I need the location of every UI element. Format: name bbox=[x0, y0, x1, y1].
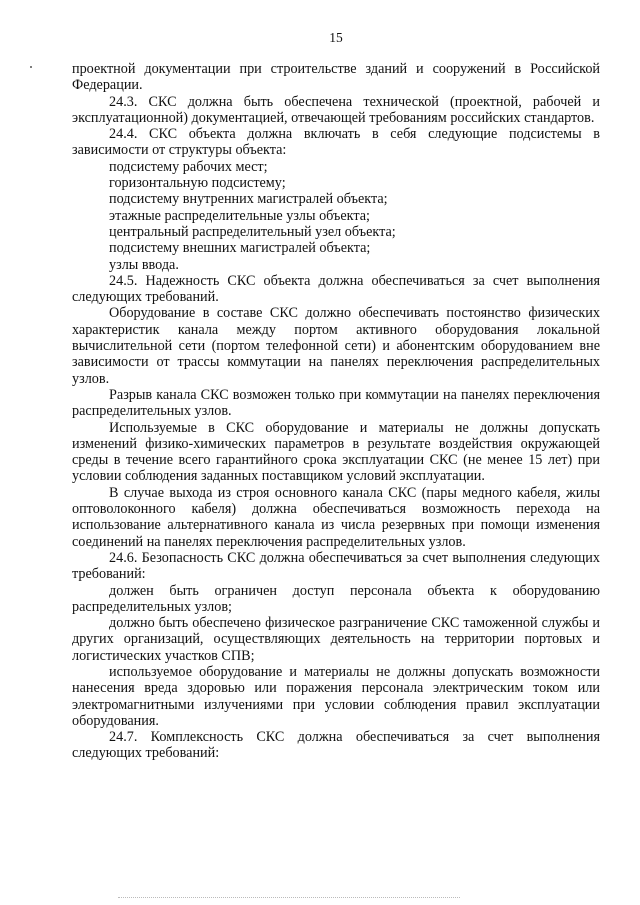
list-item: подсистему рабочих мест; bbox=[109, 158, 268, 175]
list-item: подсистему внутренних магистралей объекта; bbox=[109, 191, 388, 208]
scan-artifact-line bbox=[118, 897, 460, 899]
paragraph: Оборудование в составе СКС должно обеспечивать постоянство физических характеристик канала между портом активного оборудования локальной вычислительной сети (портом телефонной сети) и абонентским оборудованием вне зависимости от трассы коммутации на панелях переключения распределительных узлов. bbox=[72, 305, 600, 387]
paragraph: проектной документации при строительстве зданий и сооружений в Российской Федерации. bbox=[72, 61, 600, 94]
paragraph: 24.4. СКС объекта должна включать в себя следующие подсистемы в зависимости от структуры объекта: bbox=[72, 126, 600, 159]
paragraph: должно быть обеспечено физическое разграничение СКС таможенной службы и других организаций, осуществляющих деятельность на территории портовых и логистических участков СПВ; bbox=[72, 615, 600, 664]
list-item: этажные распределительные узлы объекта; bbox=[109, 207, 370, 224]
paragraph: Разрыв канала СКС возможен только при коммутации на панелях переключения распределительных узлов. bbox=[72, 386, 600, 420]
list-item: горизонтальную подсистему; bbox=[109, 175, 286, 192]
paragraph: 24.6. Безопасность СКС должна обеспечиваться за счет выполнения следующих требований: bbox=[72, 549, 600, 583]
paragraph: Используемые в СКС оборудование и материалы не должны допускать изменений физико-химических параметров в результате воздействия окружающей среды в течение всего гарантийного срока эксплуатации СКС (не менее 15 лет) при условии соблюдения заданных поставщиком условий эксплуатации. bbox=[72, 419, 600, 485]
paragraph: 24.7. Комплексность СКС должна обеспечиваться за счет выполнения следующих требований: bbox=[72, 729, 600, 762]
paragraph: 24.3. СКС должна быть обеспечена технической (проектной, рабочей и эксплуатационной) документацией, отвечающей требованиям российских стандартов. bbox=[72, 93, 600, 126]
list-item: центральный распределительный узел объекта; bbox=[109, 223, 396, 240]
list-item: подсистему внешних магистралей объекта; bbox=[109, 240, 371, 257]
scan-artifact-dot bbox=[30, 66, 32, 68]
paragraph: используемое оборудование и материалы не должны допускать возможности нанесения вреда здоровью или поражения персонала электрическим током или электромагнитными излучениями при условии соблюдения правил эксплуатации оборудования. bbox=[72, 663, 600, 729]
page-number: 15 bbox=[329, 30, 343, 45]
paragraph: В случае выхода из строя основного канала СКС (пары медного кабеля, жилы оптоволоконного кабеля) должна обеспечиваться возможность перехода на использование альтернативного канала из числа резервных при помощи изменения соединений на панелях переключения распределительных узлов. bbox=[72, 484, 600, 550]
list-item: узлы ввода. bbox=[109, 256, 179, 273]
paragraph: 24.5. Надежность СКС объекта должна обеспечиваться за счет выполнения следующих требований. bbox=[72, 272, 600, 306]
document-body bbox=[72, 61, 600, 762]
paragraph: должен быть ограничен доступ персонала объекта к оборудованию распределительных узлов; bbox=[72, 582, 600, 615]
